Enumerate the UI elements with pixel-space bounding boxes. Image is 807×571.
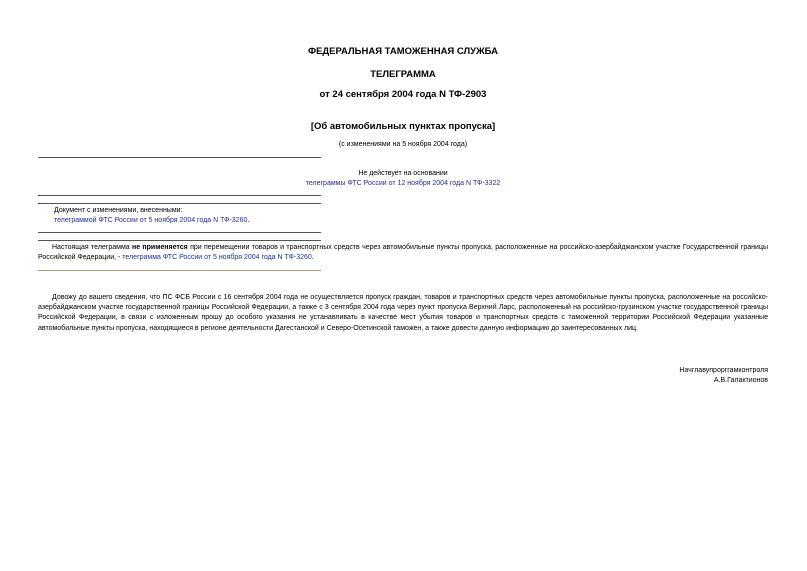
note-tail: . (311, 254, 314, 262)
changes-link[interactable]: телеграммой ФТС России от 5 ноября 2004 года N ТФ-3260 (54, 217, 248, 225)
status-line: Не действует на основании (358, 170, 448, 177)
agency-heading: ФЕДЕРАЛЬНАЯ ТАМОЖЕННАЯ СЛУЖБА (307, 46, 499, 57)
applicability-note (38, 243, 768, 263)
changes-box (54, 206, 454, 226)
divider-rule (38, 157, 321, 158)
divider-rule (38, 203, 321, 204)
divider-rule (38, 195, 321, 196)
note-text-post: при перемещении товаров и транспортных средств через автомобильные пункты пропуска, расположенные на российско-азербайджанском участке Государственной границы Российской Федерации, - (38, 244, 768, 262)
date-number-heading: от 24 сентября 2004 года N ТФ-2903 (319, 89, 487, 100)
note-link[interactable]: телеграмма ФТС России от 5 ноября 2004 года N ТФ-3260 (122, 254, 312, 262)
signature-name: А.В.Галактионов (713, 377, 768, 384)
note-text-pre: Настоящая телеграмма (52, 244, 130, 251)
changes-line (54, 216, 454, 226)
document-type-heading: ТЕЛЕГРАММА (370, 69, 436, 80)
changes-label: Документ с изменениями, внесенными: (54, 207, 183, 214)
amendments-note: (с изменениями на 5 ноября 2004 года) (338, 141, 468, 148)
divider-rule (38, 270, 321, 271)
divider-rule (38, 240, 321, 241)
changes-tail: . (247, 217, 250, 225)
body-paragraph: Довожу до вашего сведения, что ПС ФСБ России с 16 сентября 2004 года не осуществляется пропуск граждан, товаров и транспортных средств через автомобильные пункты пропуска, расположенные на российско-азербайджанском участке государственной границы Российской Федерации, а также с 3 сентября 2004 года через пункт пропуска Верхний Ларс, расположенный на российско-грузинском участке государственной границы Российской Федерации, в связи с изложенным прошу до особого указания не устанавливать в качестве мест убытия товаров и транспортных средств с таможенной территории Российской Федерации указанные автомобильные пункты пропуска, находящиеся в регионе деятельности Дагестанской и Северо-Осетинской таможен, а также довести данную информацию до заинтересованных лиц. (38, 294, 768, 332)
note-text-bold: не применяется (131, 244, 188, 251)
divider-rule (38, 232, 321, 233)
document-title: [Об автомобильных пунктах пропуска] (310, 121, 496, 132)
status-link[interactable]: телеграммы ФТС России от 12 ноября 2004 года N ТФ-3322 (305, 180, 501, 187)
document-page (38, 0, 768, 571)
signature-position: Начглавупрорггамконтроля (679, 367, 768, 374)
